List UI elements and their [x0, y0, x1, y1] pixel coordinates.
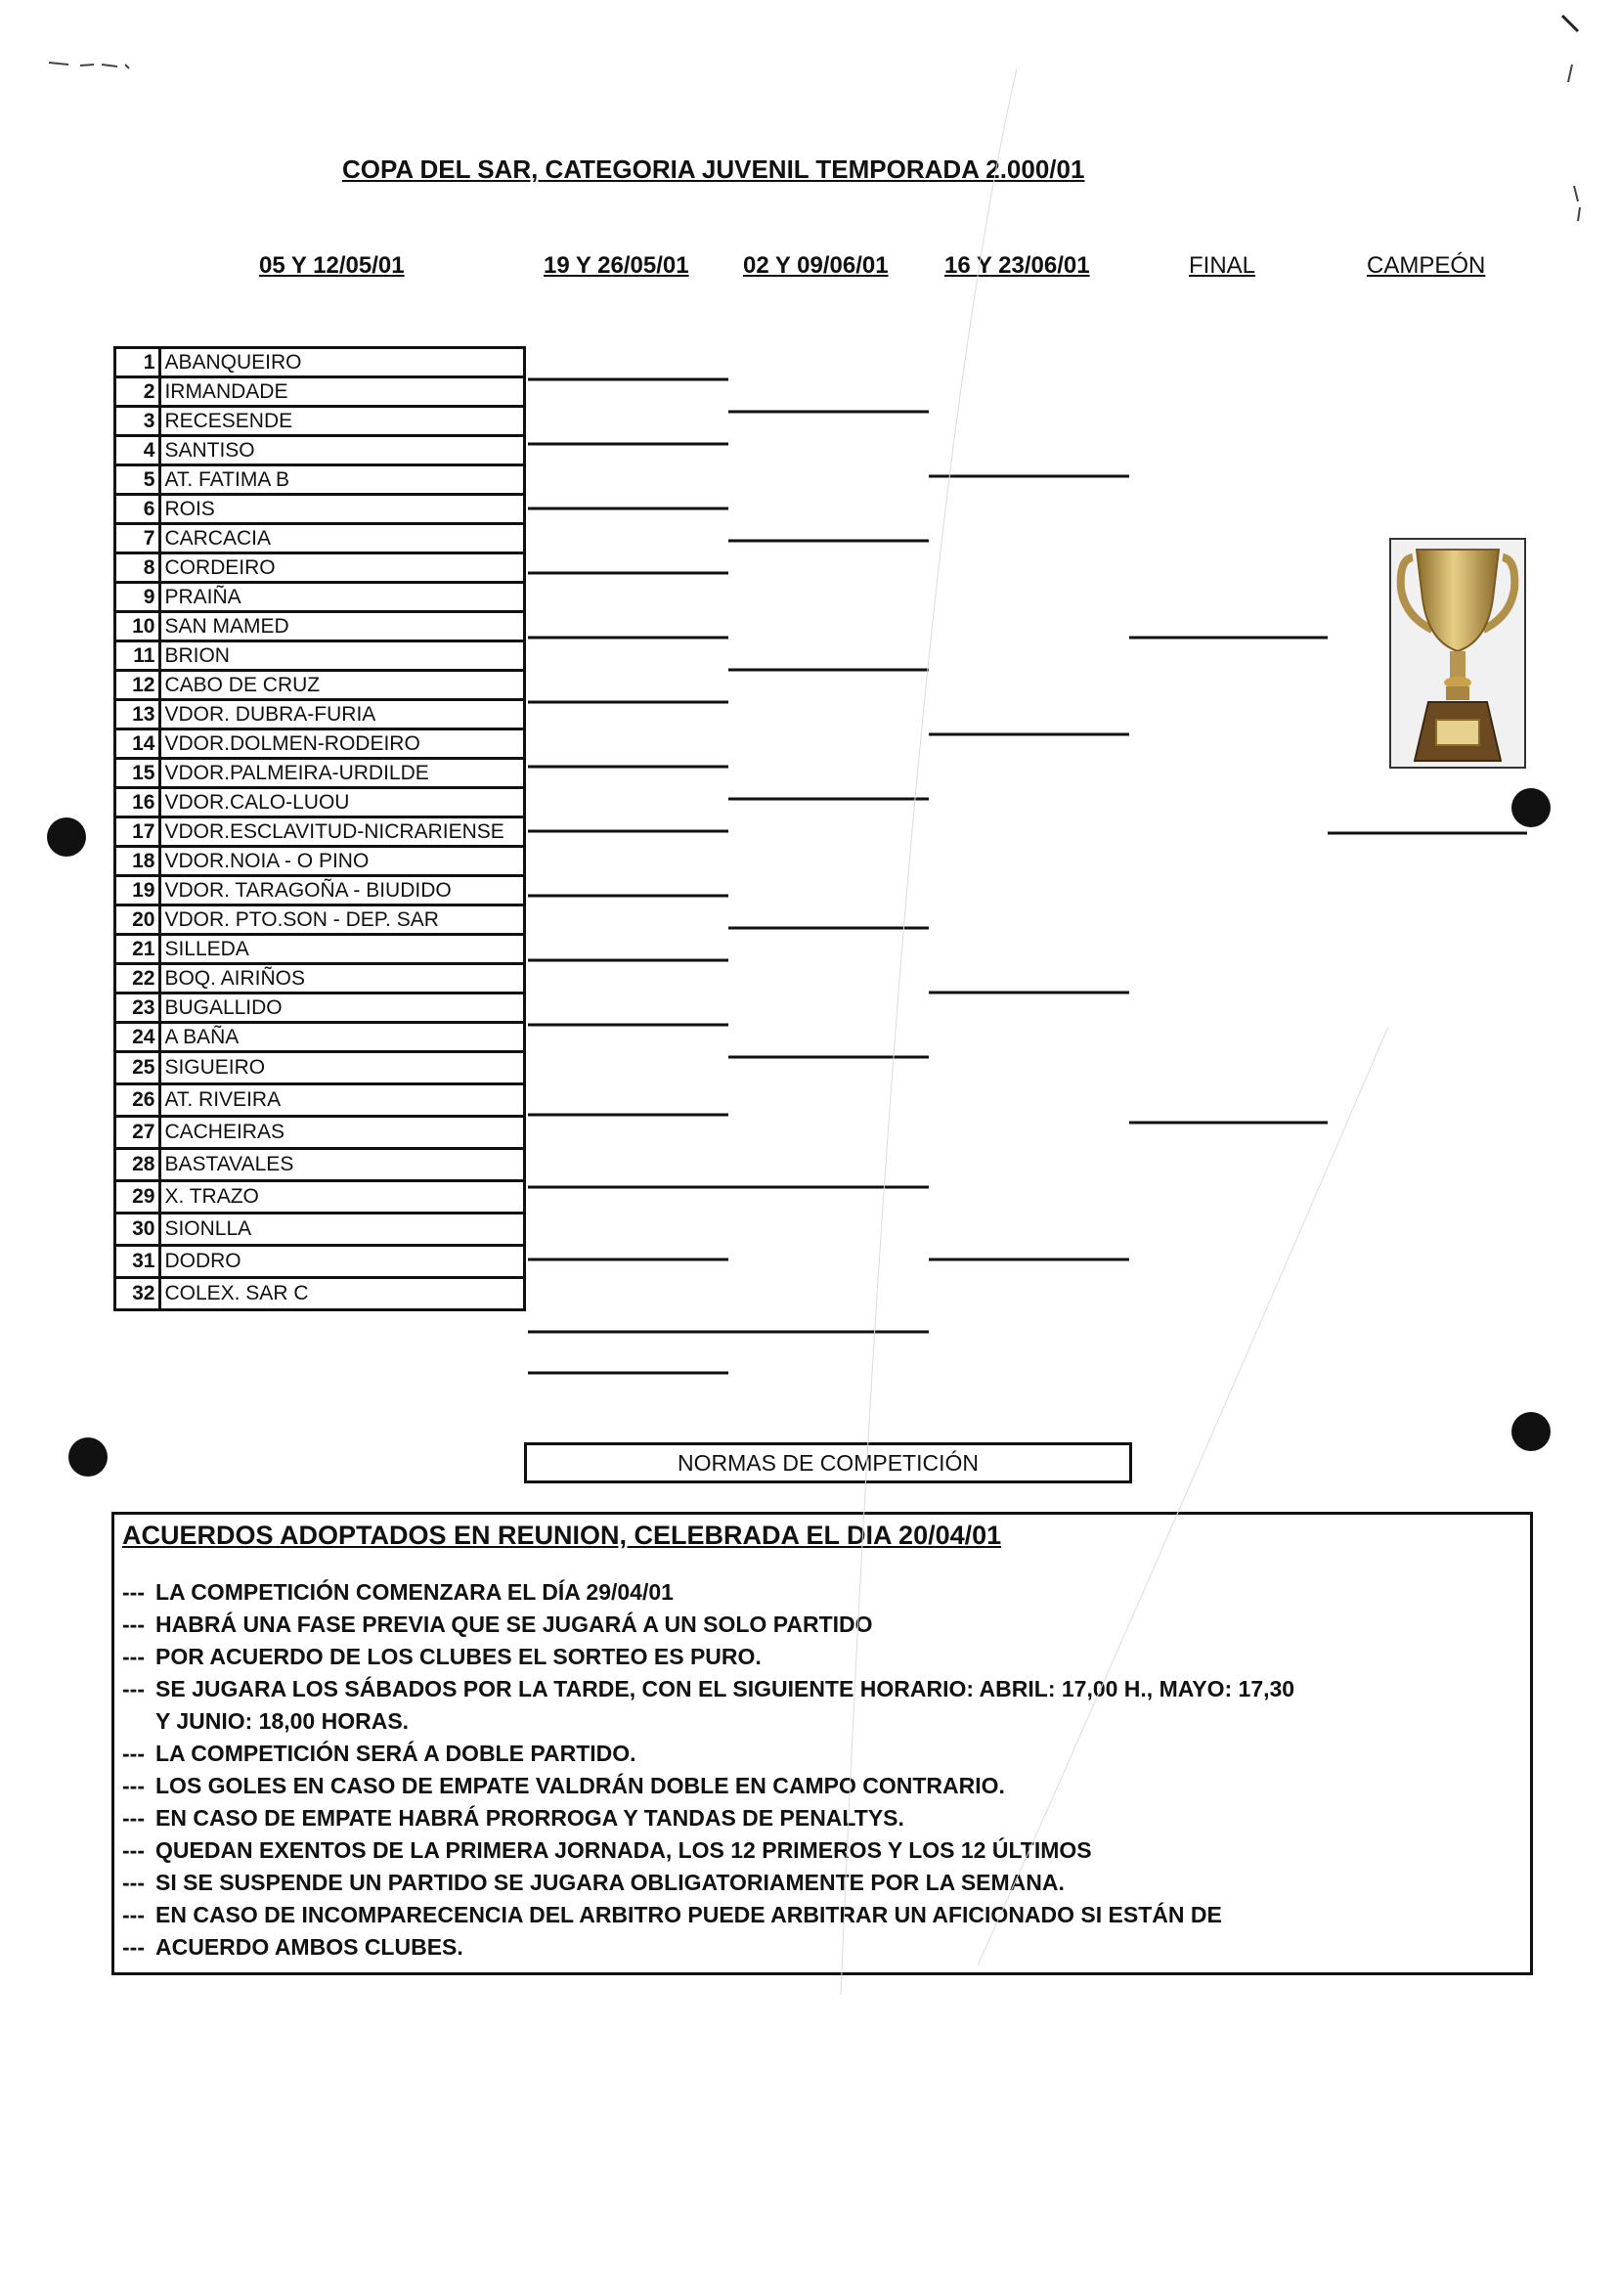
team-name: VDOR.ESCLAVITUD-NICRARIENSE — [160, 817, 525, 847]
rule-text: POR ACUERDO DE LOS CLUBES EL SORTEO ES PURO. — [155, 1644, 762, 1669]
acuerdos-title: ACUERDOS ADOPTADOS EN REUNION, CELEBRADA EL DIA 20/04/01 — [122, 1521, 1002, 1550]
team-name: BRION — [160, 641, 525, 671]
team-name: CARCACIA — [160, 524, 525, 553]
team-name: PRAIÑA — [160, 583, 525, 612]
rule-dash: --- — [122, 1741, 145, 1766]
team-number: 1 — [115, 348, 160, 377]
team-number: 11 — [115, 641, 160, 671]
round-header-1: 05 Y 12/05/01 — [259, 252, 405, 279]
team-number: 10 — [115, 612, 160, 641]
rule-dash: --- — [122, 1870, 145, 1895]
team-number: 19 — [115, 876, 160, 905]
rule-text: SI SE SUSPENDE UN PARTIDO SE JUGARA OBLIGATORIAMENTE POR LA SEMANA. — [155, 1870, 1065, 1895]
rule-dash: --- — [122, 1773, 145, 1798]
round-header-campeon: CAMPEÓN — [1367, 252, 1486, 279]
team-number: 31 — [115, 1246, 160, 1278]
team-number: 7 — [115, 524, 160, 553]
rule-dash: --- — [122, 1676, 145, 1701]
team-number: 5 — [115, 465, 160, 495]
rule-text: SE JUGARA LOS SÁBADOS POR LA TARDE, CON EL SIGUIENTE HORARIO: ABRIL: 17,00 H., MAYO: 17,30 — [155, 1676, 1295, 1701]
rule-text: LA COMPETICIÓN COMENZARA EL DÍA 29/04/01 — [155, 1579, 674, 1605]
team-name: COLEX. SAR C — [160, 1278, 525, 1310]
team-name: DODRO — [160, 1246, 525, 1278]
team-name: CACHEIRAS — [160, 1117, 525, 1149]
team-number: 20 — [115, 905, 160, 935]
team-number: 13 — [115, 700, 160, 729]
rule-dash: --- — [122, 1579, 145, 1605]
team-name: SIGUEIRO — [160, 1052, 525, 1084]
rule-dash: --- — [122, 1612, 145, 1637]
team-number: 14 — [115, 729, 160, 759]
team-number: 2 — [115, 377, 160, 407]
team-number: 30 — [115, 1214, 160, 1246]
rule-text: LOS GOLES EN CASO DE EMPATE VALDRÁN DOBLE EN CAMPO CONTRARIO. — [155, 1773, 1005, 1798]
round-header-2: 19 Y 26/05/01 — [544, 252, 689, 279]
rule-text: EN CASO DE INCOMPARECENCIA DEL ARBITRO PUEDE ARBITRAR UN AFICIONADO SI ESTÁN DE — [155, 1902, 1222, 1927]
team-name: BASTAVALES — [160, 1149, 525, 1181]
rule-dash: --- — [122, 1644, 145, 1669]
team-number: 3 — [115, 407, 160, 436]
team-name: VDOR. TARAGOÑA - BIUDIDO — [160, 876, 525, 905]
team-name: SILLEDA — [160, 935, 525, 964]
team-number: 8 — [115, 553, 160, 583]
team-name: BOQ. AIRIÑOS — [160, 964, 525, 993]
team-name: CORDEIRO — [160, 553, 525, 583]
team-name: ROIS — [160, 495, 525, 524]
team-number: 25 — [115, 1052, 160, 1084]
team-name: SAN MAMED — [160, 612, 525, 641]
team-number: 4 — [115, 436, 160, 465]
rule-text: LA COMPETICIÓN SERÁ A DOBLE PARTIDO. — [155, 1741, 636, 1766]
team-number: 24 — [115, 1023, 160, 1052]
team-number: 18 — [115, 847, 160, 876]
rule-text: HABRÁ UNA FASE PREVIA QUE SE JUGARÁ A UN SOLO PARTIDO — [155, 1612, 873, 1637]
team-number: 17 — [115, 817, 160, 847]
team-number: 27 — [115, 1117, 160, 1149]
rule-dash: --- — [122, 1902, 145, 1927]
team-name: ABANQUEIRO — [160, 348, 525, 377]
team-name: VDOR.NOIA - O PINO — [160, 847, 525, 876]
team-name: X. TRAZO — [160, 1181, 525, 1214]
rule-text: EN CASO DE EMPATE HABRÁ PRORROGA Y TANDAS DE PENALTYS. — [155, 1805, 904, 1831]
team-number: 6 — [115, 495, 160, 524]
team-name: VDOR.DOLMEN-RODEIRO — [160, 729, 525, 759]
team-number: 21 — [115, 935, 160, 964]
team-name: A BAÑA — [160, 1023, 525, 1052]
team-number: 29 — [115, 1181, 160, 1214]
rule-text: Y JUNIO: 18,00 HORAS. — [155, 1708, 410, 1734]
team-number: 16 — [115, 788, 160, 817]
team-name: RECESENDE — [160, 407, 525, 436]
team-number: 23 — [115, 993, 160, 1023]
team-name: AT. FATIMA B — [160, 465, 525, 495]
team-name: VDOR. PTO.SON - DEP. SAR — [160, 905, 525, 935]
team-name: IRMANDADE — [160, 377, 525, 407]
round-header-3: 02 Y 09/06/01 — [743, 252, 889, 279]
round-header-4: 16 Y 23/06/01 — [944, 252, 1090, 279]
team-number: 9 — [115, 583, 160, 612]
team-name: SIONLLA — [160, 1214, 525, 1246]
rule-dash: --- — [122, 1934, 145, 1960]
team-name: VDOR.PALMEIRA-URDILDE — [160, 759, 525, 788]
rule-text: QUEDAN EXENTOS DE LA PRIMERA JORNADA, LOS 12 PRIMEROS Y LOS 12 ÚLTIMOS — [155, 1837, 1092, 1863]
team-number: 32 — [115, 1278, 160, 1310]
team-number: 26 — [115, 1084, 160, 1117]
team-number: 28 — [115, 1149, 160, 1181]
page-title: COPA DEL SAR, CATEGORIA JUVENIL TEMPORADA 2.000/01 — [342, 155, 1085, 184]
rule-dash: --- — [122, 1805, 145, 1831]
rule-text: ACUERDO AMBOS CLUBES. — [155, 1934, 463, 1960]
rule-dash: --- — [122, 1837, 145, 1863]
team-name: AT. RIVEIRA — [160, 1084, 525, 1117]
team-name: CABO DE CRUZ — [160, 671, 525, 700]
team-number: 15 — [115, 759, 160, 788]
team-number: 12 — [115, 671, 160, 700]
team-name: VDOR. DUBRA-FURIA — [160, 700, 525, 729]
team-name: VDOR.CALO-LUOU — [160, 788, 525, 817]
team-name: BUGALLIDO — [160, 993, 525, 1023]
normas-title: NORMAS DE COMPETICIÓN — [524, 1442, 1132, 1483]
team-number: 22 — [115, 964, 160, 993]
round-header-final: FINAL — [1189, 252, 1256, 279]
team-name: SANTISO — [160, 436, 525, 465]
